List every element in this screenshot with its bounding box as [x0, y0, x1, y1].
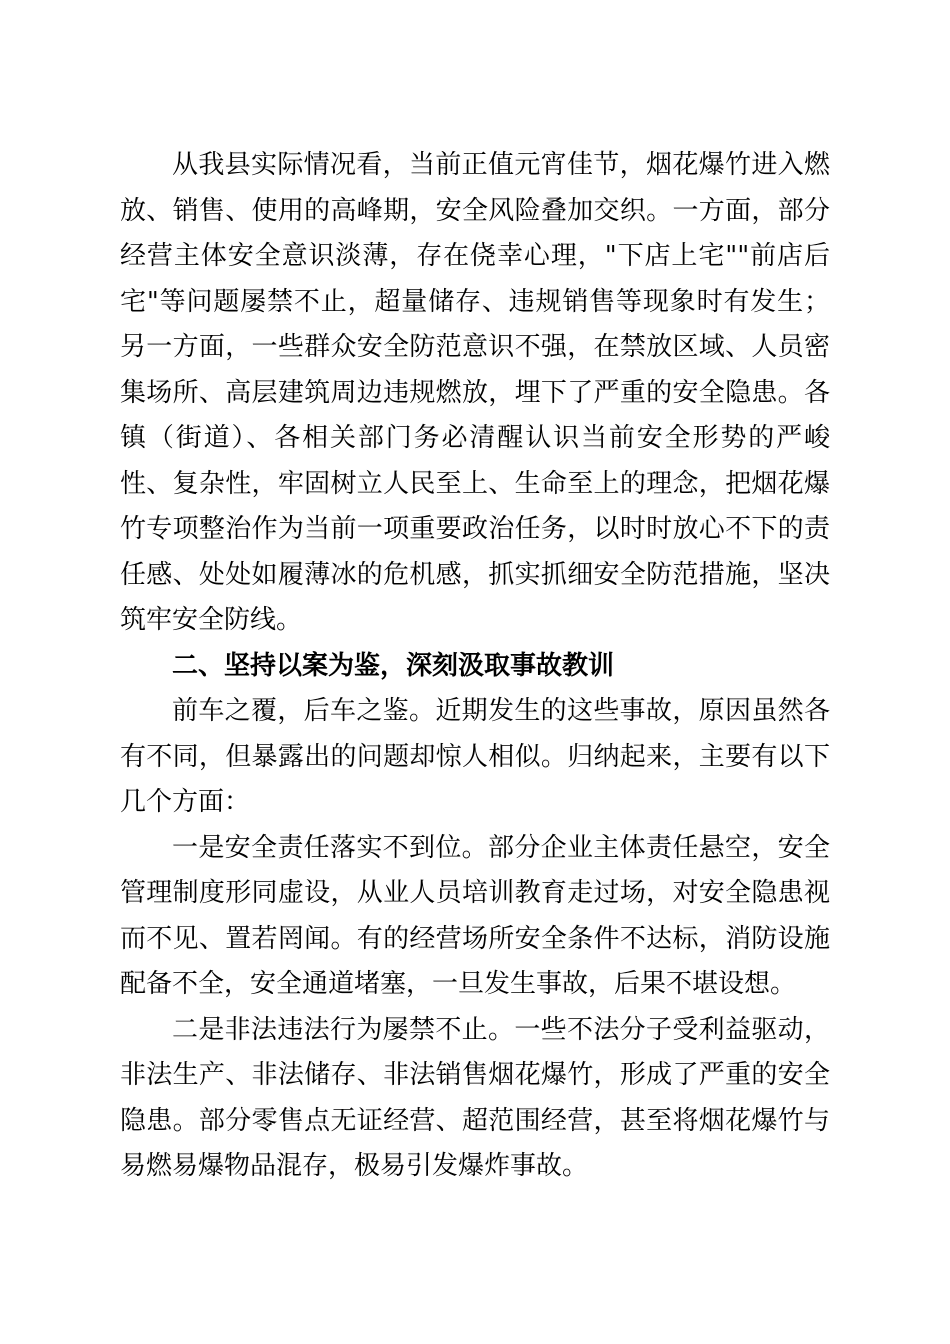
- paragraph-lessons-intro: 前车之覆，后车之鉴。近期发生的这些事故，原因虽然各有不同，但暴露出的问题却惊人相似。归纳起来，主要有以下几个方面：: [120, 696, 830, 817]
- paragraph-safety-situation: 从我县实际情况看，当前正值元宵佳节，烟花爆竹进入燃放、销售、使用的高峰期，安全风险叠加交织。一方面，部分经营主体安全意识淡薄，存在侥幸心理，"下店上宅""前店后宅"等问题屡禁不止，超量储存、违规销售等现象时有发生；另一方面，一些群众安全防范意识不强，在禁放区域、人员密集场所、高层建筑周边违规燃放，埋下了严重的安全隐患。各镇（街道）、各相关部门务必清醒认识当前安全形势的严峻性、复杂性，牢固树立人民至上、生命至上的理念，把烟花爆竹专项整治作为当前一项重要政治任务，以时时放心不下的责任感、处处如履薄冰的危机感，抓实抓细安全防范措施，坚决筑牢安全防线。: [120, 150, 830, 635]
- paragraph-responsibility: 一是安全责任落实不到位。部分企业主体责任悬空，安全管理制度形同虚设，从业人员培训教育走过场，对安全隐患视而不见、置若罔闻。有的经营场所安全条件不达标，消防设施配备不全，安全通道堵塞，一旦发生事故，后果不堪设想。: [120, 832, 830, 999]
- paragraph-illegal-activities: 二是非法违法行为屡禁不止。一些不法分子受利益驱动，非法生产、非法储存、非法销售烟花爆竹，形成了严重的安全隐患。部分零售点无证经营、超范围经营，甚至将烟花爆竹与易燃易爆物品混存，极易引发爆炸事故。: [120, 1014, 830, 1181]
- section-heading-lessons: 二、坚持以案为鉴，深刻汲取事故教训: [172, 650, 615, 681]
- document-body: [120, 143, 830, 1190]
